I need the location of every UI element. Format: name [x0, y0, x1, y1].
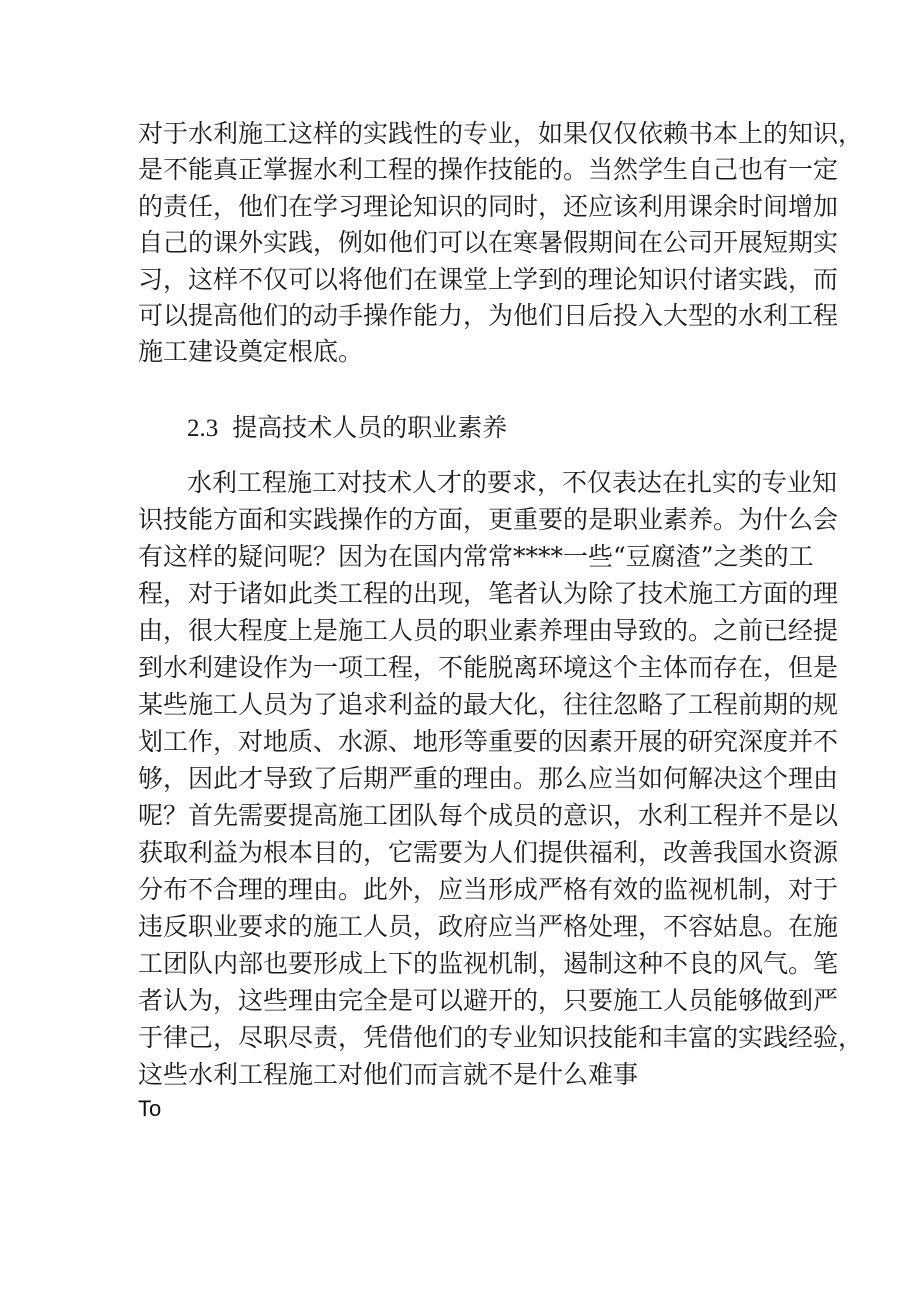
paragraph-line: 水利工程施工对技术人才的要求，不仅表达在扎实的专业知 [187, 468, 838, 497]
section-number: 2.3 [187, 415, 219, 442]
paragraph-line: 到水利建设作为一项工程，不能脱离环境这个主体而存在，但是 [138, 653, 839, 682]
paragraph-line: 工团队内部也要形成上下的监视机制，遏制这种不良的风气。笔 [138, 949, 839, 978]
paragraph-line: 有这样的疑问呢？因为在国内常常****一些“豆腐渣”之类的工 [138, 542, 814, 571]
trailing-text: To [138, 1096, 162, 1121]
paragraph-line: 识技能方面和实践操作的方面，更重要的是职业素养。为什么会 [138, 505, 839, 534]
paragraph-line: 的责任，他们在学习理论知识的同时，还应该利用课余时间增加 [138, 192, 839, 221]
paragraph-line: 这些水利工程施工对他们而言就不是什么难事 [138, 1060, 639, 1089]
paragraph-line: 是不能真正掌握水利工程的操作技能的。当然学生自己也有一定 [138, 155, 839, 184]
paragraph-line: 够，因此才导致了后期严重的理由。那么应当如何解决这个理由 [138, 764, 839, 793]
section-title: 提高技术人员的职业素养 [232, 413, 508, 442]
paragraph-line: 获取利益为根本目的，它需要为人们提供福利，改善我国水资源 [138, 838, 839, 867]
paragraph-line: 违反职业要求的施工人员，政府应当严格处理，不容姑息。在施 [138, 912, 839, 941]
paragraph-line: 由，很大程度上是施工人员的职业素养理由导致的。之前已经提 [138, 616, 839, 645]
paragraph-line: 施工建设奠定根底。 [138, 337, 364, 366]
paragraph-line: 者认为，这些理由完全是可以避开的，只要施工人员能够做到严 [138, 986, 839, 1015]
paragraph-line: 可以提高他们的动手操作能力，为他们日后投入大型的水利工程 [138, 301, 839, 330]
paragraph-line: 于律己，尽职尽责，凭借他们的专业知识技能和丰富的实践经验， [138, 1023, 864, 1052]
paragraph-line: 某些施工人员为了追求利益的最大化，往往忽略了工程前期的规 [138, 690, 839, 719]
paragraph-line: 划工作，对地质、水源、地形等重要的因素开展的研究深度并不 [138, 727, 839, 756]
paragraph-line: 分布不合理的理由。此外，应当形成严格有效的监视机制，对于 [138, 875, 839, 904]
paragraph-line: 呢？首先需要提高施工团队每个成员的意识，水利工程并不是以 [138, 801, 839, 830]
paragraph-line: 习，这样不仅可以将他们在课堂上学到的理论知识付诸实践，而 [138, 265, 839, 294]
paragraph-line: 对于水利施工这样的实践性的专业，如果仅仅依赖书本上的知识， [138, 119, 864, 148]
paragraph-line: 自己的课外实践，例如他们可以在寒暑假期间在公司开展短期实 [138, 228, 839, 257]
section-heading [187, 410, 507, 446]
paragraph-line: 程，对于诸如此类工程的出现，笔者认为除了技术施工方面的理 [138, 579, 839, 608]
